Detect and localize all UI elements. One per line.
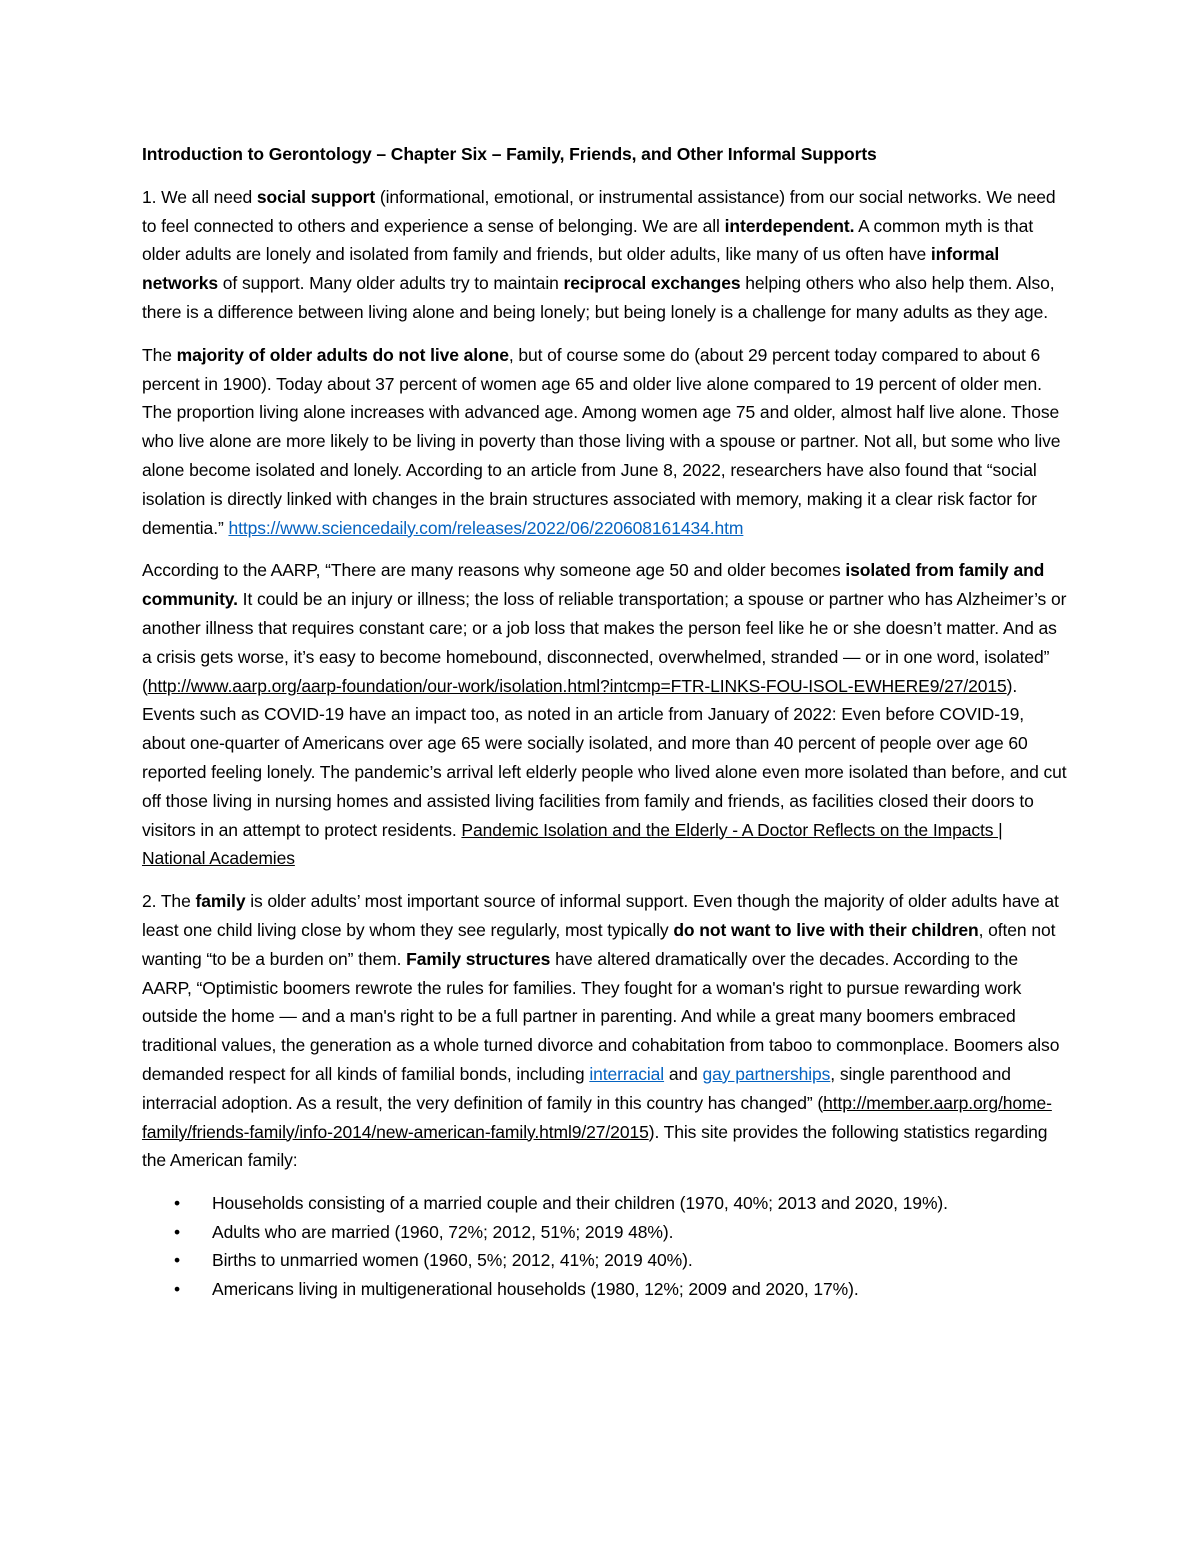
text-run: It could be an injury or illness; the loss of reliable transportation; a spouse or partner who has Alzheimer’s or another illness that requires constant care; or a job loss that makes the person feel like he or she doesn’t matter. And as a crisis gets worse, it’s easy to become homebound, disconnected, overwhelmed, stranded — or in one word, isolated” ( (142, 589, 1067, 696)
bold-term: informal networks (142, 244, 1000, 294)
bold-term: isolated from family and community. (142, 560, 1045, 610)
text-run: helping others who also help them. Also, there is a difference between living alone and being lonely; but being lonely is a challenge for many adults as they age. (142, 273, 1055, 322)
text-run: 2. The (142, 891, 196, 912)
text-run: , often not wanting “to be a burden on” them. (142, 919, 1056, 969)
text-run: The (142, 344, 177, 365)
paragraph-family (142, 887, 1067, 1175)
text-run: According to the AARP, “There are many reasons why someone age 50 and older becomes (142, 560, 846, 581)
bullet-icon: • (174, 1278, 181, 1299)
interracial-link[interactable]: interracial (589, 1063, 665, 1084)
text-run: of support. Many older adults try to maintain (218, 273, 564, 294)
bullet-icon: • (174, 1193, 181, 1214)
national-academies-link[interactable]: Pandemic Isolation and the Elderly - A Doctor Reflects on the Impacts | National Academies (142, 819, 1003, 869)
bold-term: do not want to live with their children (673, 919, 979, 940)
bold-term: social support (256, 186, 376, 207)
list-item-text: Households consisting of a married couple and their children (1970, 40%; 2013 and 2020, 19%). (212, 1193, 948, 1214)
bold-term: family (195, 891, 246, 912)
document-title: Introduction to Gerontology – Chapter Six – Family, Friends, and Other Informal Supports (142, 144, 877, 164)
text-run: A common myth is that older adults are lonely and isolated from family and friends, but older adults, like many of us often have (142, 215, 1034, 265)
paragraph-isolation (142, 556, 1067, 873)
gay-partnerships-link[interactable]: gay partnerships (702, 1063, 831, 1084)
list-item-text: Adults who are married (1960, 72%; 2012, 51%; 2019 48%). (212, 1221, 674, 1242)
paragraph-living-alone (142, 341, 1067, 543)
aarp-isolation-link[interactable]: http://www.aarp.org/aarp-foundation/our-work/isolation.html?intcmp=FTR-LINKS-FOU-ISOL-EWHERE9/27/2015 (147, 675, 1007, 696)
text-run: and (664, 1063, 703, 1084)
list-item (142, 1189, 1067, 1218)
list-item (142, 1246, 1067, 1275)
text-run: is older adults’ most important source of informal support. Even though the majority of older adults have at least one child living close by whom they see regularly, most typically (142, 891, 1059, 940)
text-run: (informational, emotional, or instrumental assistance) from our social networks. We need to feel connected to others and experience a sense of belonging. We are all (142, 186, 1056, 236)
list-item (142, 1275, 1067, 1304)
list-item-text: Americans living in multigenerational households (1980, 12%; 2009 and 2020, 17%). (212, 1278, 859, 1299)
bold-term: majority of older adults do not live alone (176, 344, 509, 365)
text-run: , but of course some do (about 29 percent today compared to about 6 percent in 1900). Today about 37 percent of women age 65 and older live alone compared to 19 percent of older men. The proportion living alone increases with advanced age. Among women age 75 and older, almost half live alone. Those who live alone are more likely to be living in poverty than those living with a spouse or partner. Not all, but some who live alone become isolated and lonely. According to an article from June 8, 2022, researchers have also found that “social isolation is directly linked with changes in the brain structures associated with memory, making it a clear risk factor for dementia.” (142, 344, 1061, 538)
bullet-icon: • (174, 1250, 181, 1271)
list-item-text: Births to unmarried women (1960, 5%; 2012, 41%; 2019 40%). (212, 1250, 693, 1271)
text-run: ). Events such as COVID-19 have an impact too, as noted in an article from January of 2022: Even before COVID-19, about one-quarter of Americans over age 65 were socially isolated, and more than 40 percent of people over age 60 reported feeling lonely. The pandemic’s arrival left elderly people who lived alone even more isolated than before, and cut off those living in nursing homes and assisted living facilities from family and friends, as facilities closed their doors to visitors in an attempt to protect residents. (142, 675, 1067, 840)
document-page (142, 140, 1067, 1303)
text-run: 1. We all need (142, 186, 257, 207)
statistics-list (142, 1189, 1067, 1303)
bold-term: reciprocal exchanges (563, 273, 741, 294)
text-run: have altered dramatically over the decades. According to the AARP, “Optimistic boomers rewrote the rules for families. They fought for a woman's right to pursue rewarding work outside the home — and a man's right to be a full partner in parenting. And while a great many boomers embraced traditional values, the generation as a whole turned divorce and cohabitation from taboo to commonplace. Boomers also demanded respect for all kinds of familial bonds, including (142, 948, 1060, 1084)
list-item (142, 1218, 1067, 1247)
paragraph-social-support (142, 183, 1067, 327)
aarp-family-link[interactable]: http://member.aarp.org/home-family/friends-family/info-2014/new-american-family.html9/27/2015 (142, 1092, 1052, 1142)
text-run: ). This site provides the following statistics regarding the American family: (142, 1121, 1048, 1171)
bullet-icon: • (174, 1221, 181, 1242)
text-run: , single parenthood and interracial adoption. As a result, the very definition of family in this country has changed” ( (142, 1063, 1011, 1113)
bold-term: Family structures (406, 948, 551, 969)
bold-term: interdependent. (724, 215, 855, 236)
sciencedaily-link[interactable]: https://www.sciencedaily.com/releases/2022/06/220608161434.htm (228, 517, 744, 538)
